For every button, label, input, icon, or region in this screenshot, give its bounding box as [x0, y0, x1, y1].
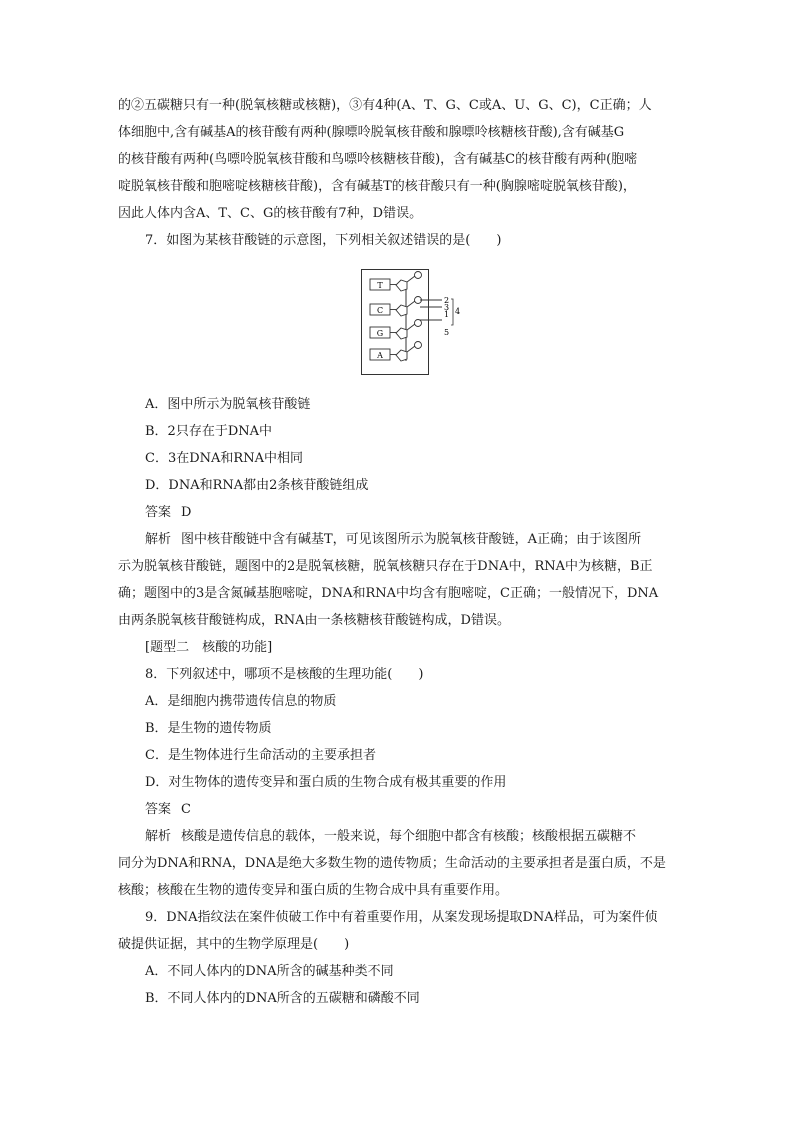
- q7-answer: [145, 503, 191, 523]
- intro-line-4: 啶脱氧核苷酸和胞嘧啶核糖核苷酸)，含有碱基T的核苷酸只有一种(胸腺嘧啶脱氧核苷酸)，: [118, 179, 636, 194]
- base-label-2: C: [376, 306, 384, 315]
- intro-line-2: 体细胞中,含有碱基A的核苷酸有两种(腺嘌呤脱氧核苷酸和腺嘌呤核糖核苷酸),含有碱基G: [118, 125, 625, 140]
- q8-analysis-label: 解析: [145, 829, 172, 844]
- q7-analysis-line-1: 解析 图中核苷酸链中含有碱基T，可见该图所示为脱氧核苷酸链，A正确；由于该图所: [145, 532, 642, 547]
- diagram-label-3: 3: [444, 303, 450, 312]
- q7-option-c: C．3在DNA和RNA中相同: [145, 451, 303, 466]
- q9-question-line-2: 破提供证据，其中的生物学原理是( ): [118, 937, 350, 952]
- q8-option-b: B．是生物的遗传物质: [145, 721, 272, 736]
- q8-option-c: C．是生物体进行生命活动的主要承担者: [145, 748, 376, 763]
- diagram-label-2: 2: [444, 296, 450, 305]
- diagram-label-4: 4: [455, 307, 461, 316]
- q8-option-d: D．对生物体的遗传变异和蛋白质的生物合成有极其重要的作用: [145, 775, 507, 790]
- base-label-3: G: [376, 329, 384, 338]
- sugar-pentagon-2: [396, 305, 407, 316]
- intro-line-3: 的核苷酸有两种(鸟嘌呤脱氧核苷酸和鸟嘌呤核糖核苷酸)，含有碱基C的核苷酸有两种(胞嘧: [118, 152, 638, 167]
- intro-line-1: 的②五碳糖只有一种(脱氧核糖或核糖)，③有4种(A、T、G、C或A、U、G、C)，C正确；人: [118, 98, 652, 113]
- q9-option-a: A．不同人体内的DNA所含的碱基种类不同: [145, 964, 394, 979]
- q7-question: 7．如图为某核苷酸链的示意图，下列相关叙述错误的是( ): [145, 233, 502, 248]
- q8-answer-label: 答案: [145, 802, 172, 817]
- diagram-label-group: [420, 290, 470, 340]
- q8-analysis-line-3: 核酸；核酸在生物的遗传变异和蛋白质的生物合成中具有重要作用。: [118, 883, 509, 898]
- diagram-label-5: 5: [444, 328, 450, 337]
- q7-option-a: A．图中所示为脱氧核苷酸链: [145, 397, 311, 412]
- q7-analysis-line-2: 示为脱氧核苷酸链，题图中的2是脱氧核糖，脱氧核糖只存在于DNA中，RNA中为核糖，B正: [118, 559, 653, 574]
- phosphate-circle-1: [415, 272, 422, 279]
- diagram-label-1: 1: [444, 310, 450, 319]
- sugar-pentagon-3: [396, 328, 407, 339]
- q7-analysis-line-3: 确；题图中的3是含氮碱基胞嘧啶，DNA和RNA中均含有胞嘧啶，C正确；一般情况下，DNA: [118, 586, 659, 601]
- sugar-pentagon-1: [396, 280, 407, 291]
- q8-analysis-line-1: 解析 核酸是遗传信息的载体，一般来说，每个细胞中都含有核酸；核酸根据五碳糖不: [145, 829, 637, 844]
- q8-answer-value: C: [181, 802, 191, 817]
- q8-question: 8．下列叙述中，哪项不是核酸的生理功能( ): [145, 667, 424, 682]
- q8-option-a: A．是细胞内携带遗传信息的物质: [145, 694, 337, 709]
- q8-analysis-line-2: 同分为DNA和RNA，DNA是绝大多数生物的遗传物质；生命活动的主要承担者是蛋白质，不是: [118, 856, 666, 871]
- sugar-pentagon-4: [396, 350, 407, 361]
- q7-analysis-label: 解析: [145, 532, 172, 547]
- intro-line-5: 因此人体内含A、T、C、G的核苷酸有7种，D错误。: [118, 206, 423, 221]
- q7-analysis-line-4: 由两条脱氧核苷酸链构成，RNA由一条核糖核苷酸链构成，D错误。: [118, 613, 510, 628]
- phosphate-circle-4: [415, 342, 422, 349]
- q7-answer-value: D: [181, 505, 192, 520]
- q7-option-b: B．2只存在于DNA中: [145, 424, 273, 439]
- q9-question-line-1: 9．DNA指纹法在案件侦破工作中有着重要作用，从案发现场提取DNA样品，可为案件侦: [145, 910, 658, 925]
- q7-option-d: D．DNA和RNA都由2条核苷酸链组成: [145, 478, 369, 493]
- section-title: [题型二 核酸的功能]: [145, 640, 273, 655]
- base-label-1: T: [377, 281, 383, 290]
- q8-answer: [145, 800, 191, 820]
- q9-option-b: B．不同人体内的DNA所含的五碳糖和磷酸不同: [145, 991, 420, 1006]
- base-label-4: A: [377, 351, 383, 360]
- q7-answer-label: 答案: [145, 505, 172, 520]
